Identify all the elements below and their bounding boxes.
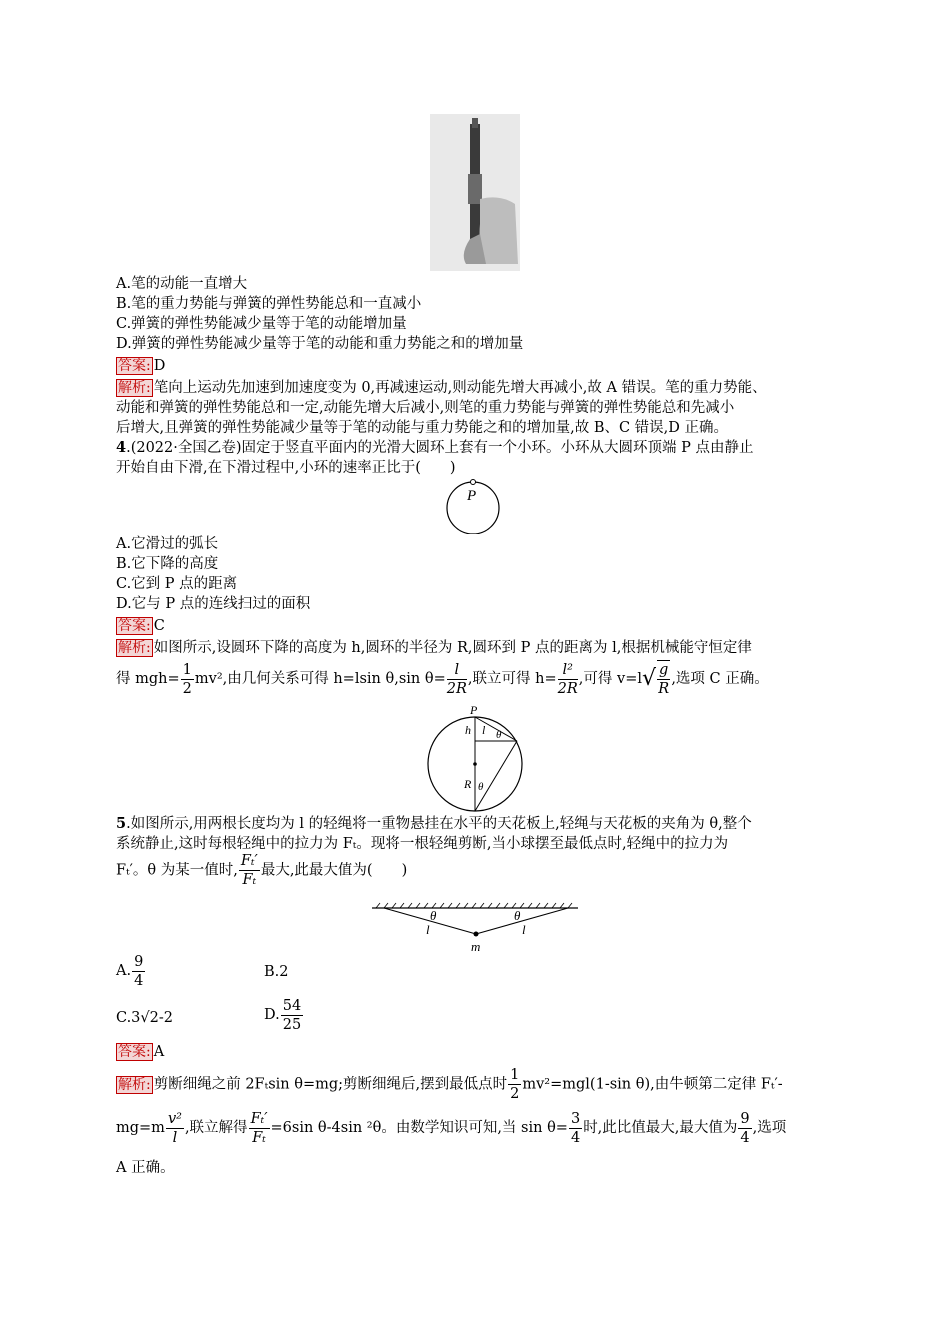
denominator: 2 — [510, 1086, 520, 1102]
q4-option-d: D.它与 P 点的连线扫过的面积 — [116, 596, 311, 612]
label-l: l — [482, 723, 486, 737]
q5-option-a — [116, 950, 146, 992]
label-p: P — [470, 704, 478, 717]
q5-analysis-line-3: A 正确。 — [116, 1160, 175, 1176]
fraction-9-4 — [738, 1110, 751, 1147]
numerator: Fₜ′ — [240, 853, 258, 869]
fraction-half — [181, 661, 194, 698]
label-m: m — [471, 939, 481, 954]
numerator: 1 — [182, 661, 192, 678]
answer-value: C — [153, 618, 165, 634]
option-prefix: D. — [264, 1007, 280, 1023]
ring-figure — [440, 474, 506, 534]
sqrt-icon: √ — [641, 666, 657, 691]
denominator: 2 — [182, 680, 192, 697]
q5-stem-line-1 — [116, 814, 752, 834]
numerator: g — [659, 662, 669, 678]
label-theta-bottom: θ — [478, 781, 484, 793]
label-h: h — [465, 723, 471, 737]
denominator: R — [658, 681, 670, 697]
answer-tag: 答案: — [118, 358, 151, 374]
q4-answer — [116, 616, 165, 636]
analysis-text: ,选项 — [752, 1120, 787, 1136]
fraction-v2-l — [166, 1110, 184, 1147]
analysis-text: 笔向上运动先加速到加速度变为 0,再减速运动,则动能先增大再减小,故 A 错误。笔的重力势能、 — [153, 380, 767, 396]
q3-option-b: B.笔的重力势能与弹簧的弹性势能总和一直减小 — [116, 296, 422, 312]
analysis-text: 如图所示,设圆环下降的高度为 h,圆环的半径为 R,圆环到 P 点的距离为 l,根据机械能守恒定律 — [153, 640, 752, 656]
pen-photo-drawing — [430, 114, 520, 271]
label-theta-left: θ — [430, 908, 437, 923]
fraction-half — [508, 1066, 521, 1103]
denominator: 25 — [282, 1016, 302, 1033]
ring-geometry-figure — [424, 704, 528, 814]
fraction-ft-ratio — [249, 1110, 270, 1147]
q5-analysis-line-1 — [116, 1066, 783, 1103]
q5-stem-line-3 — [116, 852, 407, 889]
q3-analysis-line-3: 后增大,且弹簧的弹性势能减少量等于笔的动能与重力势能之和的增加量,故 B、C 错误,D 正确。 — [116, 420, 729, 436]
denominator: 4 — [570, 1129, 581, 1146]
q3-answer — [116, 356, 165, 376]
pendulum-figure — [370, 900, 582, 956]
option-prefix: A. — [116, 963, 132, 979]
denominator: Fₜ — [252, 1129, 266, 1146]
q5-option-c: C.3√2-2 — [116, 1010, 174, 1026]
pen-photo — [430, 114, 520, 271]
q5-stem-line-2: 系统静止,这时每根轻绳中的拉力为 Fₜ。现将一根轻绳剪断,当小球摆至最低点时,轻绳中的拉力为 — [116, 836, 729, 852]
numerator: 9 — [134, 953, 144, 970]
analysis-text: mv²=mgl(1-sin θ),由牛顿第二定律 Fₜ′- — [522, 1076, 783, 1093]
q4-option-a: A.它滑过的弧长 — [116, 536, 219, 552]
q4-stem-line-2: 开始自由下滑,在下滑过程中,小环的速率正比于( ) — [116, 460, 456, 476]
answer-tag: 答案: — [118, 1044, 151, 1060]
denominator: l — [172, 1129, 178, 1146]
q4-stem-text: .(2022·全国乙卷)固定于竖直平面内的光滑大圆环上套有一个小环。小环从大圆环顶端 P 点由静止 — [126, 440, 754, 456]
numerator: 54 — [282, 997, 302, 1014]
analysis-text: =6sin θ-4sin ²θ。由数学知识可知,当 sin θ= — [270, 1120, 568, 1136]
q3-analysis-line-1 — [116, 378, 767, 398]
stem-text: Fₜ′。θ 为某一值时, — [116, 862, 238, 879]
label-theta-right: θ — [514, 908, 521, 923]
q5-answer — [116, 1042, 164, 1062]
analysis-tag: 解析: — [118, 1076, 151, 1093]
analysis-text: mg=m — [116, 1120, 165, 1136]
q4-option-b: B.它下降的高度 — [116, 556, 219, 572]
analysis-tag: 解析: — [118, 640, 151, 656]
q5-option-b: B.2 — [264, 964, 289, 980]
q3-option-d: D.弹簧的弹性势能减少量等于笔的动能和重力势能之和的增加量 — [116, 336, 524, 352]
fraction-l-2r — [447, 661, 467, 698]
label-theta-top: θ — [496, 729, 502, 741]
fraction-3-4 — [569, 1110, 582, 1147]
formula-text: ,可得 v=l — [578, 671, 642, 687]
denominator: 2R — [446, 680, 467, 697]
q5-option-d — [264, 994, 304, 1036]
q4-analysis-line-2 — [116, 660, 769, 698]
denominator: 2R — [557, 680, 578, 697]
q4-analysis-line-1 — [116, 638, 752, 658]
label-l-left: l — [426, 922, 430, 937]
q4-option-c: C.它到 P 点的距离 — [116, 576, 238, 592]
denominator: Fₜ — [242, 872, 257, 888]
denominator: 4 — [740, 1129, 750, 1146]
q3-analysis-line-2: 动能和弹簧的弹性势能总和一定,动能先增大后减小,则笔的重力势能与弹簧的弹性势能总和先减小 — [116, 400, 735, 416]
label-l-right: l — [522, 922, 526, 937]
formula-text: mv²,由几何关系可得 h=lsin θ,sin θ= — [194, 671, 446, 687]
stem-text: 最大,此最大值为( ) — [260, 862, 408, 879]
fraction-9-4 — [132, 953, 145, 990]
answer-value: A — [153, 1044, 165, 1060]
numerator: 3 — [570, 1110, 581, 1127]
answer-tag: 答案: — [118, 618, 151, 634]
numerator: v² — [167, 1110, 182, 1127]
q5-stem-text: .如图所示,用两根长度均为 l 的轻绳将一重物悬挂在水平的天花板上,轻绳与天花板的夹角为 θ,整个 — [126, 816, 752, 832]
numerator: l² — [558, 661, 578, 680]
q4-number: 4 — [116, 439, 127, 456]
formula-text: ,选项 C 正确。 — [671, 671, 769, 687]
fraction-ft-ratio — [239, 852, 260, 889]
point-p-label: P — [467, 488, 477, 504]
fraction-g-r — [657, 660, 670, 698]
formula-text: ,联立可得 h= — [467, 671, 557, 687]
fraction-l2-2r — [558, 661, 578, 698]
analysis-text: ,联立解得 — [184, 1120, 248, 1136]
answer-value: D — [153, 358, 166, 374]
analysis-tag: 解析: — [118, 380, 151, 396]
analysis-text: 时,此比值最大,最大值为 — [583, 1120, 738, 1136]
q3-option-c: C.弹簧的弹性势能减少量等于笔的动能增加量 — [116, 316, 407, 332]
numerator: l — [447, 661, 467, 680]
q4-stem-line-1 — [116, 438, 754, 458]
numerator: Fₜ′ — [250, 1110, 268, 1127]
numerator: 1 — [510, 1067, 520, 1083]
q5-number: 5 — [116, 815, 127, 832]
formula-text: 得 mgh= — [116, 671, 180, 687]
label-r: R — [464, 777, 472, 791]
denominator: 4 — [134, 972, 144, 989]
numerator: 9 — [740, 1110, 750, 1127]
analysis-text: 剪断细绳之前 2Fₜsin θ=mg;剪断细绳后,摆到最低点时 — [153, 1076, 508, 1093]
q5-analysis-line-2 — [116, 1108, 786, 1148]
fraction-54-25 — [281, 997, 303, 1034]
q3-option-a: A.笔的动能一直增大 — [116, 276, 248, 292]
